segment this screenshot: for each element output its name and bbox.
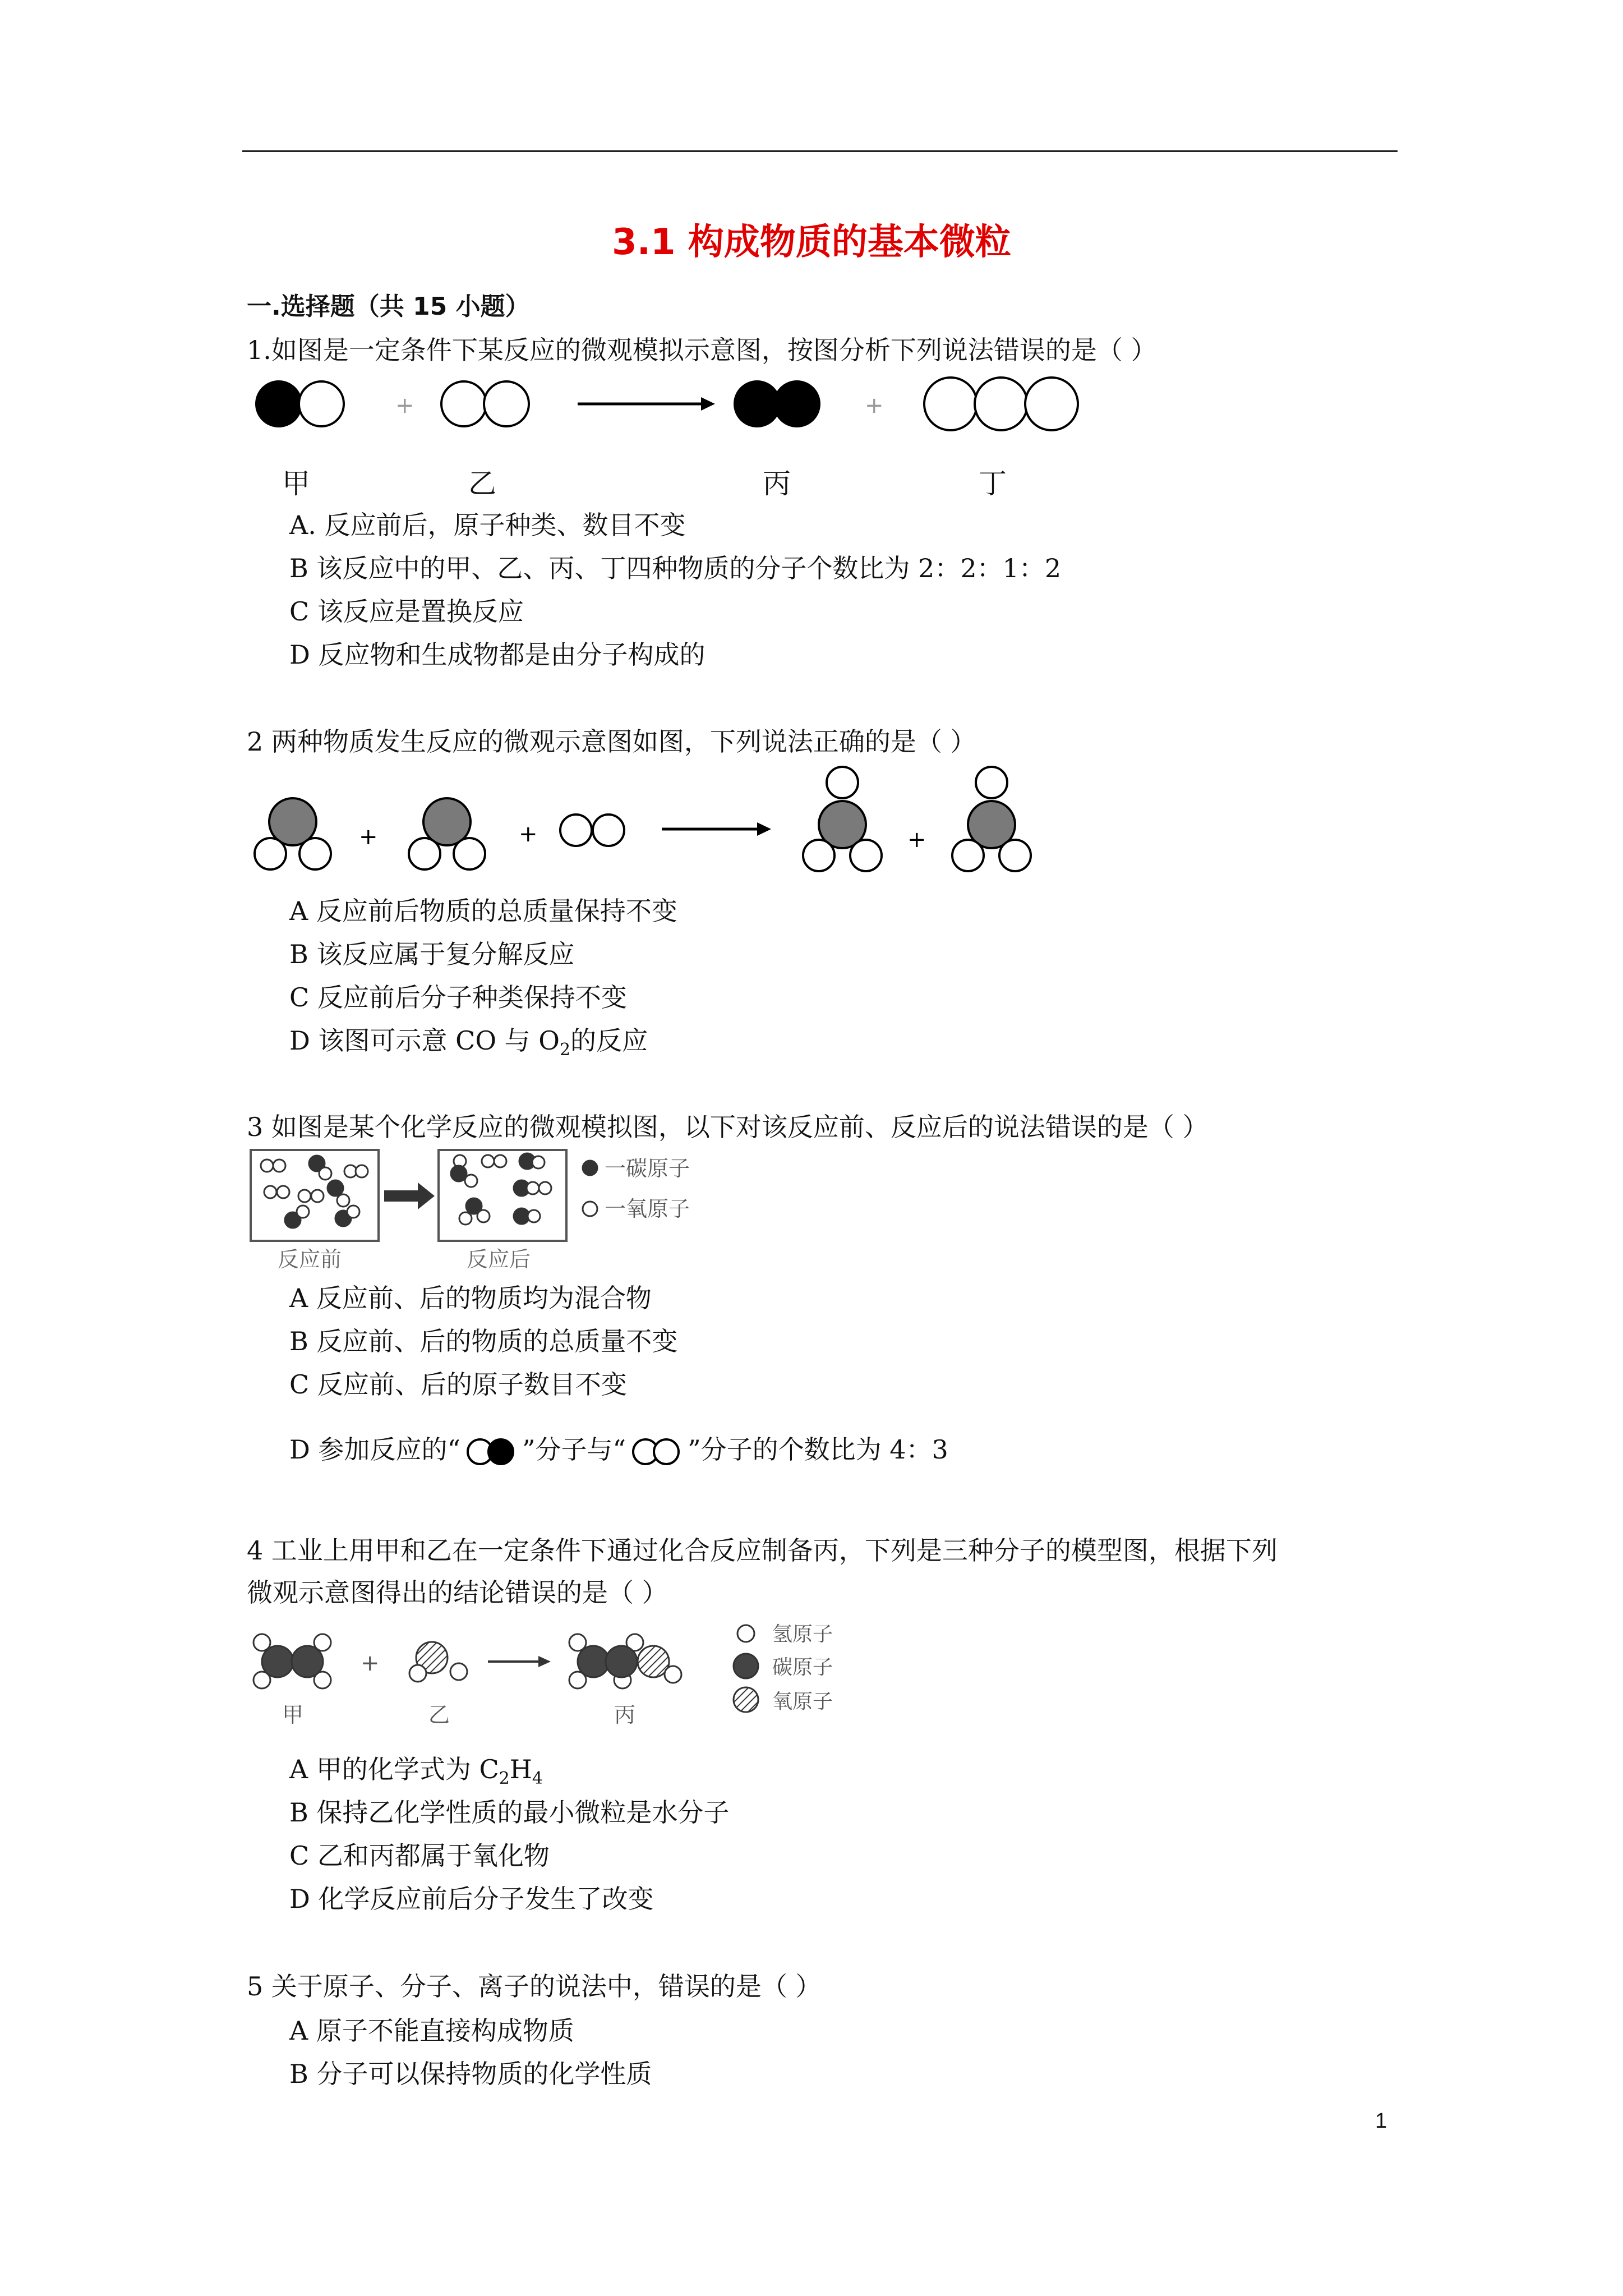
q2-white-atom [803, 840, 834, 871]
page-number: 1 [1375, 2109, 1387, 2133]
plus-sign: + [519, 821, 538, 847]
reaction-arrow [384, 1182, 435, 1209]
label-yi: 乙 [428, 1703, 450, 1727]
question-3-stem: 3 如图是某个化学反应的微观模拟图，以下对该反应前、反应后的说法错误的是（ ） [247, 1112, 1209, 1142]
q2-option-c: C 反应前后分子种类保持不变 [289, 982, 627, 1013]
label-after: 反应后 [467, 1247, 531, 1272]
q2-white-atom [999, 840, 1031, 871]
question-5-stem: 5 关于原子、分子、离子的说法中，错误的是（ ） [247, 1971, 822, 2001]
q1-black-atom [774, 381, 819, 426]
q1-white-atom [299, 381, 344, 426]
q1-label-jia: 甲 [282, 467, 310, 500]
q2-white-atom [255, 838, 286, 869]
reaction-arrowhead [757, 822, 771, 836]
legend-carbon: 碳原子 [772, 1656, 833, 1679]
plus-sign: + [359, 824, 378, 850]
question-1-stem: 1.如图是一定条件下某反应的微观模拟示意图，按图分析下列说法错误的是（ ） [247, 335, 1157, 365]
q1-black-atom [735, 381, 780, 426]
plus-sign: + [361, 1650, 380, 1676]
q2-white-atom [593, 815, 624, 846]
q2-grey-atom [269, 798, 316, 845]
label-bing: 丙 [614, 1703, 636, 1727]
q2-grey-atom [423, 798, 471, 845]
o2-molecule-icon [626, 1435, 688, 1469]
q4-option-b: B 保持乙化学性质的最小微粒是水分子 [289, 1797, 730, 1828]
q4-option-c: C 乙和丙都属于氧化物 [289, 1841, 550, 1871]
q1-label-ding: 丁 [979, 467, 1007, 500]
q1-option-a: A. 反应前后，原子种类、数目不变 [289, 510, 686, 540]
q2-option-b: B 该反应属于复分解反应 [289, 939, 575, 969]
plus-sign: + [907, 827, 926, 853]
legend-hydrogen: 氢原子 [772, 1623, 833, 1646]
q3-option-a: A 反应前、后的物质均为混合物 [289, 1283, 652, 1313]
q1-white-atom [975, 378, 1027, 430]
section-heading: 一.选择题（共 15 小题） [247, 292, 530, 321]
q2-option-a: A 反应前后物质的总质量保持不变 [289, 896, 677, 926]
q1-white-atom [1025, 378, 1078, 430]
plus-sign: + [865, 393, 884, 418]
after-box [439, 1150, 566, 1241]
legend-oxygen: 氧原子 [772, 1690, 833, 1713]
q1-label-yi: 乙 [468, 467, 496, 500]
reaction-arrowhead [538, 1656, 551, 1667]
q3-option-d: D 参加反应的“ ”分子与“ ”分子的个数比为 4：3 [289, 1429, 948, 1469]
q3-option-c: C 反应前、后的原子数目不变 [289, 1369, 627, 1400]
q2-white-atom [560, 815, 592, 846]
q1-label-bing: 丙 [763, 467, 791, 500]
q1-option-b: B 该反应中的甲、乙、丙、丁四种物质的分子个数比为 2：2：1：2 [289, 553, 1062, 583]
plus-sign: + [395, 393, 414, 418]
question-2-stem: 2 两种物质发生反应的微观示意图如图，下列说法正确的是（ ） [247, 726, 976, 757]
q2-option-d: D 该图可示意 CO 与 $O_2$的反应 [289, 1025, 648, 1060]
legend-carbon: 一碳原子 [605, 1156, 690, 1181]
q1-white-atom [924, 378, 977, 430]
q2-grey-atom [968, 801, 1015, 848]
q5-option-b: B 分子可以保持物质的化学性质 [289, 2059, 652, 2089]
q2-white-atom [454, 838, 485, 869]
label-jia: 甲 [282, 1703, 304, 1727]
q2-white-atom [409, 838, 440, 869]
q1-white-atom [484, 381, 529, 426]
q5-option-a: A 原子不能直接构成物质 [289, 2016, 574, 2046]
q3-option-b: B 反应前、后的物质的总质量不变 [289, 1326, 678, 1356]
q1-option-d: D 反应物和生成物都是由分子构成的 [289, 639, 706, 670]
header-rule [242, 150, 1398, 152]
before-box [251, 1150, 379, 1241]
q4-option-d: D 化学反应前后分子发生了改变 [289, 1884, 654, 1914]
q2-grey-atom [819, 801, 866, 848]
q2-white-atom [299, 838, 331, 869]
q2-white-atom [827, 767, 858, 798]
question-4-stem-line2: 微观示意图得出的结论错误的是（ ） [247, 1577, 668, 1608]
question-4-stem-line1: 4 工业上用甲和乙在一定条件下通过化合反应制备丙，下列是三种分子的模型图，根据下列 [247, 1535, 1278, 1566]
q4-option-a: A 甲的化学式为 $C_2H_4$ [289, 1754, 543, 1789]
q1-option-c: C 该反应是置换反应 [289, 596, 524, 627]
co-molecule-icon [460, 1435, 522, 1469]
page-title: 3.1 构成物质的基本微粒 [612, 222, 1011, 263]
legend-oxygen: 一氧原子 [605, 1197, 690, 1221]
q1-white-atom [441, 381, 486, 426]
q2-white-atom [976, 767, 1007, 798]
q1-black-atom [256, 381, 301, 426]
reaction-arrowhead [701, 397, 715, 411]
label-before: 反应前 [278, 1247, 342, 1272]
q2-white-atom [952, 840, 984, 871]
q2-white-atom [850, 840, 882, 871]
